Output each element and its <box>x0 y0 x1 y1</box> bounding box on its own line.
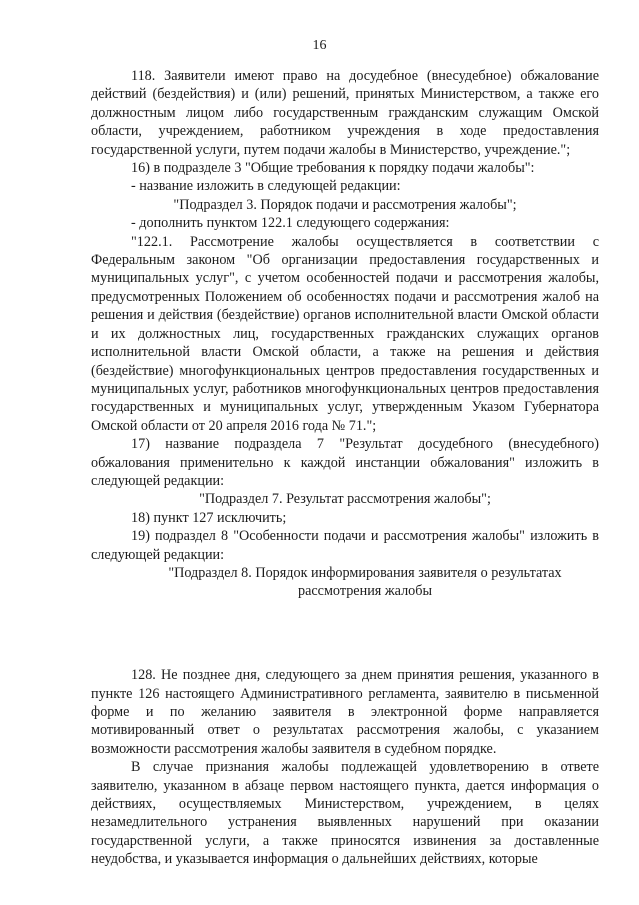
paragraph-p128b: В случае признания жалобы подлежащей удовлетворению в ответе заявителю, указанном в абзаце первом настоящего пункта, дается информация о действиях, осуществляемых Министерством, учреждением, в целях незамедлительного устранения выявленных нарушений при оказании государственной услуги, а также приносятся извинения за доставленные неудобства, и указывается информация о дальнейших действиях, которые <box>91 759 599 868</box>
paragraph-sub8: "Подраздел 8. Порядок информирования заявителя о результатах рассмотрения жалобы <box>168 564 562 600</box>
paragraph-p128: 128. Не позднее дня, следующего за днем принятия решения, указанного в пункте 126 настоящего Административного регламента, заявителю в письменной форме и по желанию заявителя в электронной форме направляется мотивированный ответ о результатах рассмотрения жалобы, с указанием возможности рассмотрения жалобы заявителя в судебном порядке. <box>91 667 599 757</box>
paragraph-item16a: - название изложить в следующей редакции: <box>131 178 401 195</box>
paragraph-sub7: "Подраздел 7. Результат рассмотрения жалобы"; <box>199 491 491 508</box>
paragraph-sub3: "Подраздел 3. Порядок подачи и рассмотрения жалобы"; <box>173 196 517 213</box>
page-number: 16 <box>312 38 327 53</box>
paragraph-item17: 17) название подраздела 7 "Результат досудебного (внесудебного) обжалования применительно к каждой инстанции обжалования" изложить в следующей редакции: <box>91 436 599 489</box>
paragraph-item16b: - дополнить пунктом 122.1 следующего содержания: <box>131 215 450 232</box>
document-body <box>91 67 599 869</box>
paragraph-item16: 16) в подразделе 3 "Общие требования к порядку подачи жалобы": <box>131 160 535 177</box>
paragraph-item18: 18) пункт 127 исключить; <box>131 509 287 526</box>
paragraph-gap <box>91 615 599 652</box>
paragraph-p1221: "122.1. Рассмотрение жалобы осуществляется в соответствии с Федеральным законом "Об организации предоставления государственных и муниципальных услуг", с учетом особенностей подачи и рассмотрения жалобы, предусмотренных Положением об особенностях подачи и рассмотрения жалоб на решения и действия (бездействие) органов исполнительной власти Омской области и их должностных лиц, государственных гражданских служащих органов исполнительной власти Омской области, а также на решения и действия (бездействие) многофункциональных центров предоставления государственных и муниципальных услуг, работников многофункциональных центров предоставления государственных и муниципальных услуг, утвержденным Указом Губернатора Омской области от 20 апреля 2016 года № 71."; <box>91 233 599 434</box>
paragraph-p118: 118. Заявители имеют право на досудебное (внесудебное) обжалование действий (бездействия) и (или) решений, принятых Министерством, а также его должностным лицом либо государственным гражданским служащим Омской области, учреждением, работником учреждения в ходе предоставления государственной услуги, путем подачи жалобы в Министерство, учреждение."; <box>91 68 599 158</box>
paragraph-item19: 19) подраздел 8 "Особенности подачи и рассмотрения жалобы" изложить в следующей редакции: <box>91 528 599 563</box>
